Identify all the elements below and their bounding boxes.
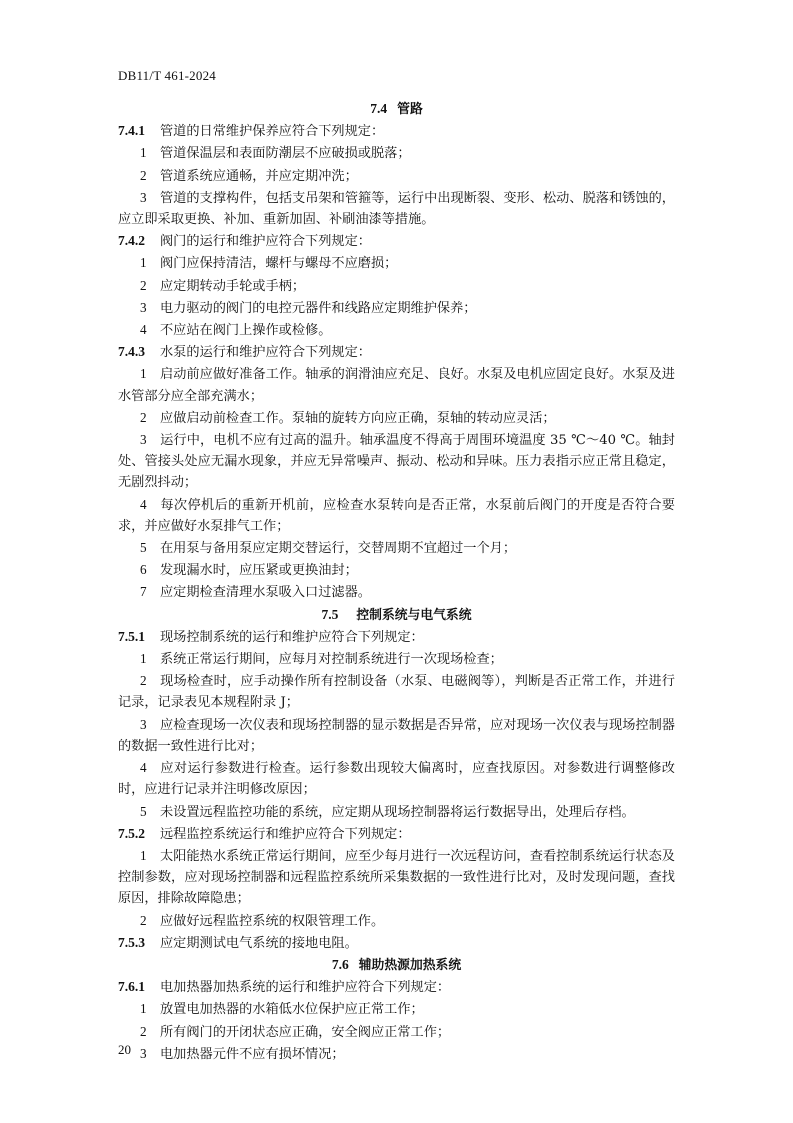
clause: 7.5.1 现场控制系统的运行和维护应符合下列规定： bbox=[118, 628, 424, 645]
document-code: DB11/T 461-2024 bbox=[118, 68, 216, 83]
list-item: 2 应做好远程监控系统的权限管理工作。 bbox=[140, 912, 385, 929]
list-item: 2 现场检查时，应手动操作所有控制设备（水泵、电磁阀等），判断是否正常工作，并进行记录，记录表见本规程附录 J； bbox=[118, 673, 675, 711]
list-item: 4 应对运行参数进行检查。运行参数出现较大偏离时，应查找原因。对参数进行调整修改时，应进行记录并注明修改原因； bbox=[118, 760, 675, 798]
list-item: 5 在用泵与备用泵应定期交替运行，交替周期不宜超过一个月； bbox=[140, 540, 517, 557]
list-item: 2 所有阀门的开闭状态应正确，安全阀应正常工作； bbox=[140, 1023, 451, 1040]
list-item: 1 启动前应做好准备工作。轴承的润滑油应充足、良好。水泵及电机应固定良好。水泵及进水管部分应全部充满水； bbox=[118, 366, 675, 404]
list-item: 3 电加热器元件不应有损坏情况； bbox=[140, 1045, 345, 1062]
page-number: 20 bbox=[118, 1042, 131, 1057]
list-item: 3 电力驱动的阀门的电控元器件和线路应定期维护保养； bbox=[140, 299, 477, 316]
list-item: 3 应检查现场一次仪表和现场控制器的显示数据是否异常，应对现场一次仪表与现场控制器的数据一致性进行比对； bbox=[118, 716, 675, 754]
list-item: 4 每次停机后的重新开机前，应检查水泵转向是否正常，水泵前后阀门的开度是否符合要求，并应做好水泵排气工作； bbox=[118, 496, 675, 534]
list-item: 6 发现漏水时，应压紧或更换油封； bbox=[140, 562, 358, 579]
list-item: 1 放置电加热器的水箱低水位保护应正常工作； bbox=[140, 1001, 424, 1018]
section-heading: 7.6 辅助热源加热系统 bbox=[331, 956, 462, 973]
section-heading: 7.4 管路 bbox=[370, 101, 423, 117]
list-item: 7 应定期检查清理水泵吸入口过滤器。 bbox=[140, 584, 371, 601]
list-item: 2 应做启动前检查工作。泵轴的旋转方向应正确，泵轴的转动应灵活； bbox=[140, 409, 556, 426]
list-item: 2 管道系统应通畅，并应定期冲洗； bbox=[140, 167, 358, 184]
list-item: 2 应定期转动手轮或手柄； bbox=[140, 277, 306, 294]
list-item: 3 运行中，电机不应有过高的温升。轴承温度不得高于周围环境温度 35 ℃～40 ℃。轴封处、管接头处应无漏水现象，并应无异常噪声、振动、松动和异味。压力表指示应正常且稳定，无剧烈抖动； bbox=[118, 432, 675, 491]
section-heading: 7.5 控制系统与电气系统 bbox=[321, 606, 472, 623]
list-item: 1 太阳能热水系统正常运行期间，应至少每月进行一次远程访问，查看控制系统运行状态及控制参数，应对现场控制器和远程监控系统所采集数据的一致性进行比对，及时发现问题，查找原因，排除故障隐患； bbox=[118, 847, 675, 907]
document-body bbox=[118, 98, 675, 1065]
clause: 7.4.2 阀门的运行和维护应符合下列规定： bbox=[118, 233, 371, 250]
list-item: 1 系统正常运行期间，应每月对控制系统进行一次现场检查； bbox=[140, 651, 503, 668]
clause: 7.4.1 管道的日常维护保养应符合下列规定： bbox=[118, 123, 385, 140]
list-item: 3 管道的支撑构件，包括支吊架和管箍等，运行中出现断裂、变形、松动、脱落和锈蚀的，应立即采取更换、补加、重新加固、补刷油漆等措施。 bbox=[118, 189, 675, 228]
clause: 7.4.3 水泵的运行和维护应符合下列规定： bbox=[118, 344, 371, 361]
clause: 7.5.2 远程监控系统运行和维护应符合下列规定： bbox=[118, 825, 411, 842]
list-item: 5 未设置远程监控功能的系统，应定期从现场控制器将运行数据导出，处理后存档。 bbox=[140, 803, 635, 820]
clause: 7.5.3 应定期测试电气系统的接地电阻。 bbox=[118, 934, 358, 951]
clause: 7.6.1 电加热器加热系统的运行和维护应符合下列规定： bbox=[118, 979, 451, 996]
list-item: 1 阀门应保持清洁，螺杆与螺母不应磨损； bbox=[140, 255, 398, 272]
list-item: 1 管道保温层和表面防潮层不应破损或脱落； bbox=[140, 145, 411, 162]
list-item: 4 不应站在阀门上操作或检修。 bbox=[140, 322, 332, 339]
